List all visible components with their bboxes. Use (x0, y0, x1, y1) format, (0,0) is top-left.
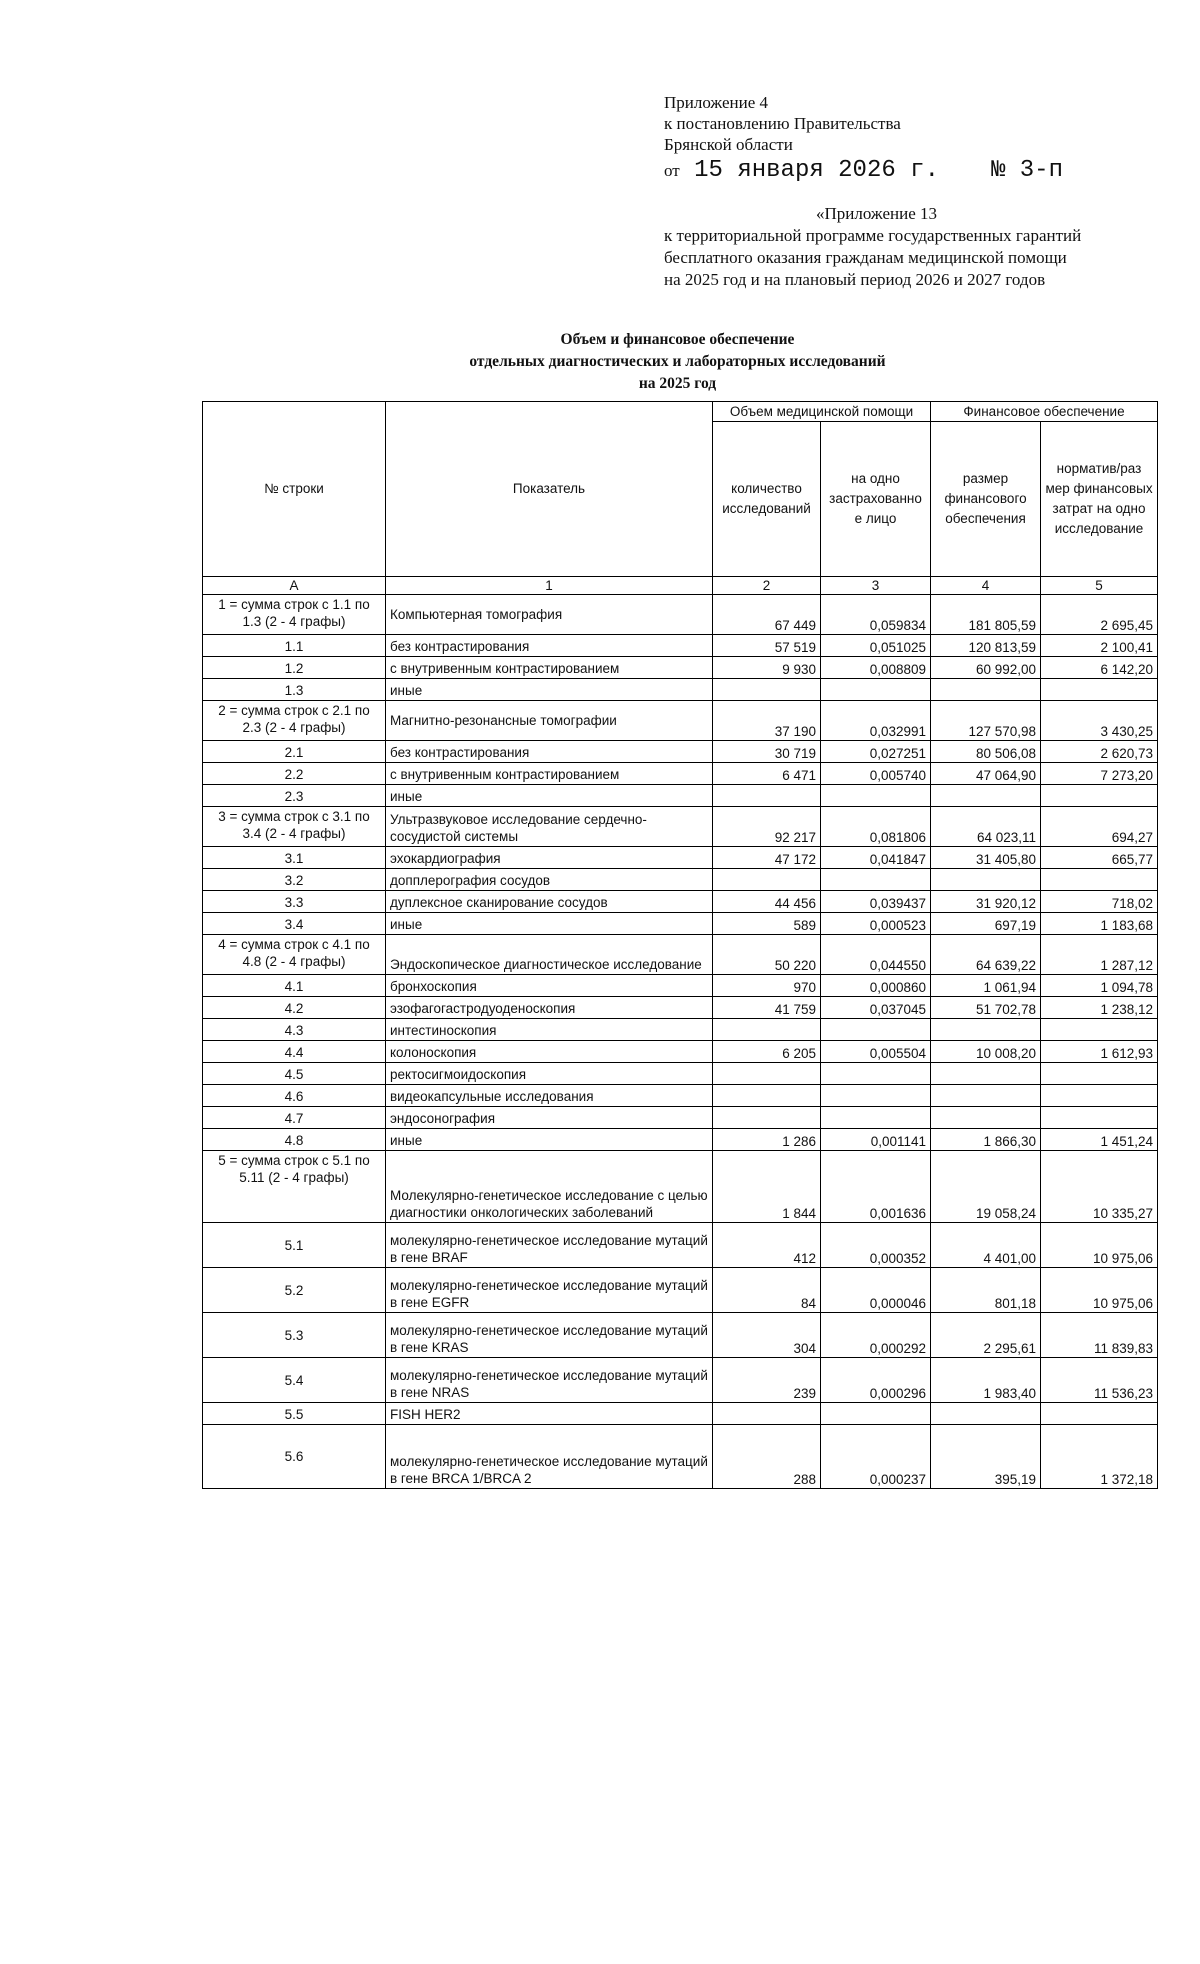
row-number-cell: 4 = сумма строк с 4.1 по 4.8 (2 - 4 графы) (203, 935, 386, 975)
norm-cell: 3 430,25 (1041, 701, 1158, 741)
indicator-cell: дуплексное сканирование сосудов (386, 891, 713, 913)
row-number-cell: 1.2 (203, 657, 386, 679)
count-cell: 50 220 (713, 935, 821, 975)
table-row (203, 997, 1158, 1019)
indicator-cell: Ультразвуковое исследование сердечно-сосудистой системы (386, 807, 713, 847)
finance-amount-cell: 47 064,90 (931, 763, 1041, 785)
row-number-cell: 1.3 (203, 679, 386, 701)
count-cell: 47 172 (713, 847, 821, 869)
indicator-cell: видеокапсульные исследования (386, 1085, 713, 1107)
norm-cell: 10 335,27 (1041, 1151, 1158, 1223)
per-insured-cell: 0,044550 (821, 935, 931, 975)
table-row (203, 1019, 1158, 1041)
indicator-cell: иные (386, 913, 713, 935)
table-row (203, 1358, 1158, 1403)
indicator-cell: эхокардиография (386, 847, 713, 869)
norm-cell (1041, 1107, 1158, 1129)
indicator-cell: молекулярно-генетическое исследование мутаций в гене EGFR (386, 1268, 713, 1313)
norm-cell: 11 536,23 (1041, 1358, 1158, 1403)
finance-amount-cell: 31 920,12 (931, 891, 1041, 913)
norm-cell (1041, 679, 1158, 701)
header-line: Брянской области (664, 135, 793, 154)
finance-amount-cell (931, 1403, 1041, 1425)
per-insured-cell: 0,000860 (821, 975, 931, 997)
table-row (203, 1063, 1158, 1085)
row-number-cell: 5.4 (203, 1358, 386, 1403)
count-cell (713, 1107, 821, 1129)
norm-cell: 11 839,83 (1041, 1313, 1158, 1358)
resolution-header (664, 92, 1063, 187)
indicator-cell: допплерография сосудов (386, 869, 713, 891)
column-number: 5 (1041, 577, 1158, 595)
column-number: 4 (931, 577, 1041, 595)
row-number-cell: 1.1 (203, 635, 386, 657)
per-insured-cell: 0,039437 (821, 891, 931, 913)
table-row (203, 1268, 1158, 1313)
indicator-cell: колоноскопия (386, 1041, 713, 1063)
table-row (203, 763, 1158, 785)
per-insured-cell (821, 785, 931, 807)
table-row (203, 891, 1158, 913)
norm-cell: 1 451,24 (1041, 1129, 1158, 1151)
table-row (203, 741, 1158, 763)
appendix-line: бесплатного оказания гражданам медицинской помощи (664, 248, 1067, 267)
col-header-row-number: № строки (203, 402, 386, 577)
count-cell: 1 844 (713, 1151, 821, 1223)
resolution-number: № 3-п (990, 157, 1063, 184)
indicator-cell: эзофагогастродуоденоскопия (386, 997, 713, 1019)
count-cell: 412 (713, 1223, 821, 1268)
per-insured-cell: 0,000523 (821, 913, 931, 935)
count-cell (713, 785, 821, 807)
norm-cell: 2 100,41 (1041, 635, 1158, 657)
per-insured-cell: 0,051025 (821, 635, 931, 657)
per-insured-cell: 0,032991 (821, 701, 931, 741)
indicator-cell: Эндоскопическое диагностическое исследование (386, 935, 713, 975)
date-line (664, 155, 1063, 187)
row-number-cell: 5.1 (203, 1223, 386, 1268)
diagnostics-table (202, 401, 1158, 1489)
per-insured-cell: 0,001636 (821, 1151, 931, 1223)
table-row (203, 1223, 1158, 1268)
indicator-cell: Молекулярно-генетическое исследование с целью диагностики онкологических заболеваний (386, 1151, 713, 1223)
count-cell: 1 286 (713, 1129, 821, 1151)
row-number-cell: 5.3 (203, 1313, 386, 1358)
table-row (203, 869, 1158, 891)
finance-amount-cell (931, 1107, 1041, 1129)
col-header-count: количество исследований (713, 422, 821, 577)
table-row (203, 1425, 1158, 1489)
norm-cell: 10 975,06 (1041, 1223, 1158, 1268)
group-header-volume: Объем медицинской помощи (713, 402, 931, 422)
table-row (203, 975, 1158, 997)
count-cell: 6 205 (713, 1041, 821, 1063)
count-cell (713, 1085, 821, 1107)
table-row (203, 1403, 1158, 1425)
finance-amount-cell (931, 1085, 1041, 1107)
finance-amount-cell: 60 992,00 (931, 657, 1041, 679)
document-title (200, 329, 1155, 395)
appendix-line: на 2025 год и на плановый период 2026 и 2027 годов (664, 270, 1046, 289)
table-row (203, 913, 1158, 935)
indicator-cell: молекулярно-генетическое исследование мутаций в гене KRAS (386, 1313, 713, 1358)
per-insured-cell: 0,000292 (821, 1313, 931, 1358)
indicator-cell: без контрастирования (386, 741, 713, 763)
norm-cell: 1 094,78 (1041, 975, 1158, 997)
count-cell: 67 449 (713, 595, 821, 635)
table-row (203, 1107, 1158, 1129)
count-cell: 239 (713, 1358, 821, 1403)
per-insured-cell: 0,000352 (821, 1223, 931, 1268)
indicator-cell: Компьютерная томография (386, 595, 713, 635)
finance-amount-cell: 80 506,08 (931, 741, 1041, 763)
indicator-cell: иные (386, 679, 713, 701)
per-insured-cell (821, 1085, 931, 1107)
indicator-cell: иные (386, 1129, 713, 1151)
column-number: 1 (386, 577, 713, 595)
table-row (203, 847, 1158, 869)
per-insured-cell (821, 1403, 931, 1425)
finance-amount-cell (931, 869, 1041, 891)
finance-amount-cell: 4 401,00 (931, 1223, 1041, 1268)
count-cell: 30 719 (713, 741, 821, 763)
norm-cell: 665,77 (1041, 847, 1158, 869)
table-row (203, 1085, 1158, 1107)
row-number-cell: 4.2 (203, 997, 386, 1019)
finance-amount-cell: 395,19 (931, 1425, 1041, 1489)
col-header-finance-amount: размер финансового обеспечения (931, 422, 1041, 577)
per-insured-cell: 0,001141 (821, 1129, 931, 1151)
per-insured-cell: 0,059834 (821, 595, 931, 635)
per-insured-cell: 0,041847 (821, 847, 931, 869)
row-number-cell: 5.5 (203, 1403, 386, 1425)
appendix-line: «Приложение 13 (816, 204, 937, 223)
count-cell: 970 (713, 975, 821, 997)
row-number-cell: 2.1 (203, 741, 386, 763)
finance-amount-cell: 64 023,11 (931, 807, 1041, 847)
row-number-cell: 3.2 (203, 869, 386, 891)
norm-cell (1041, 785, 1158, 807)
table-row (203, 657, 1158, 679)
indicator-cell: молекулярно-генетическое исследование мутаций в гене BRAF (386, 1223, 713, 1268)
indicator-cell: эндосонография (386, 1107, 713, 1129)
norm-cell (1041, 1019, 1158, 1041)
title-line: отдельных диагностических и лабораторных исследований (469, 353, 886, 370)
row-number-cell: 5.6 (203, 1425, 386, 1489)
finance-amount-cell (931, 1019, 1041, 1041)
norm-cell: 694,27 (1041, 807, 1158, 847)
per-insured-cell: 0,000296 (821, 1358, 931, 1403)
table-row (203, 1151, 1158, 1223)
indicator-cell: с внутривенным контрастированием (386, 657, 713, 679)
finance-amount-cell: 697,19 (931, 913, 1041, 935)
count-cell (713, 1063, 821, 1085)
norm-cell: 1 612,93 (1041, 1041, 1158, 1063)
row-number-cell: 4.5 (203, 1063, 386, 1085)
norm-cell: 1 287,12 (1041, 935, 1158, 975)
table-row (203, 679, 1158, 701)
finance-amount-cell: 51 702,78 (931, 997, 1041, 1019)
finance-amount-cell: 1 866,30 (931, 1129, 1041, 1151)
indicator-cell: иные (386, 785, 713, 807)
title-line: на 2025 год (638, 375, 717, 392)
per-insured-cell (821, 1107, 931, 1129)
indicator-cell: бронхоскопия (386, 975, 713, 997)
count-cell (713, 1403, 821, 1425)
per-insured-cell (821, 1019, 931, 1041)
finance-amount-cell: 1 061,94 (931, 975, 1041, 997)
row-number-cell: 4.7 (203, 1107, 386, 1129)
table-body (203, 595, 1158, 1489)
col-header-indicator: Показатель (386, 402, 713, 577)
col-header-norm: норматив/раз мер финансовых затрат на одно исследование (1041, 422, 1158, 577)
finance-amount-cell (931, 785, 1041, 807)
header-line: к постановлению Правительства (664, 114, 901, 133)
row-number-cell: 2.3 (203, 785, 386, 807)
table-row (203, 635, 1158, 657)
norm-cell: 718,02 (1041, 891, 1158, 913)
row-number-cell: 3.3 (203, 891, 386, 913)
finance-amount-cell: 64 639,22 (931, 935, 1041, 975)
norm-cell: 1 372,18 (1041, 1425, 1158, 1489)
resolution-date: 15 января 2026 г. (694, 157, 939, 184)
group-header-finance: Финансовое обеспечение (931, 402, 1158, 422)
norm-cell: 1 238,12 (1041, 997, 1158, 1019)
table-row (203, 701, 1158, 741)
norm-cell: 6 142,20 (1041, 657, 1158, 679)
indicator-cell: молекулярно-генетическое исследование мутаций в гене BRCA 1/BRCA 2 (386, 1425, 713, 1489)
appendix-line: к территориальной программе государственных гарантий (664, 226, 1082, 245)
count-cell: 37 190 (713, 701, 821, 741)
count-cell: 41 759 (713, 997, 821, 1019)
row-number-cell: 4.1 (203, 975, 386, 997)
per-insured-cell: 0,081806 (821, 807, 931, 847)
indicator-cell: FISH HER2 (386, 1403, 713, 1425)
per-insured-cell: 0,000237 (821, 1425, 931, 1489)
table-row (203, 935, 1158, 975)
finance-amount-cell: 10 008,20 (931, 1041, 1041, 1063)
norm-cell (1041, 869, 1158, 891)
finance-amount-cell (931, 679, 1041, 701)
row-number-cell: 4.3 (203, 1019, 386, 1041)
per-insured-cell: 0,005504 (821, 1041, 931, 1063)
table-row (203, 807, 1158, 847)
count-cell: 9 930 (713, 657, 821, 679)
indicator-cell: без контрастирования (386, 635, 713, 657)
indicator-cell: интестиноскопия (386, 1019, 713, 1041)
finance-amount-cell: 2 295,61 (931, 1313, 1041, 1358)
table-row (203, 785, 1158, 807)
per-insured-cell: 0,008809 (821, 657, 931, 679)
norm-cell: 2 620,73 (1041, 741, 1158, 763)
per-insured-cell (821, 679, 931, 701)
count-cell (713, 1019, 821, 1041)
count-cell: 304 (713, 1313, 821, 1358)
finance-amount-cell: 31 405,80 (931, 847, 1041, 869)
column-number: 2 (713, 577, 821, 595)
row-number-cell: 4.6 (203, 1085, 386, 1107)
row-number-cell: 1 = сумма строк с 1.1 по 1.3 (2 - 4 графы) (203, 595, 386, 635)
per-insured-cell: 0,000046 (821, 1268, 931, 1313)
table-row (203, 1041, 1158, 1063)
per-insured-cell: 0,027251 (821, 741, 931, 763)
count-cell (713, 869, 821, 891)
col-header-per-insured: на одно застрахованно е лицо (821, 422, 931, 577)
title-line: Объем и финансовое обеспечение (560, 331, 795, 348)
norm-cell (1041, 1403, 1158, 1425)
indicator-cell: с внутривенным контрастированием (386, 763, 713, 785)
indicator-cell: ректосигмоидоскопия (386, 1063, 713, 1085)
table-row (203, 595, 1158, 635)
norm-cell: 7 273,20 (1041, 763, 1158, 785)
date-prefix: от (664, 161, 680, 180)
indicator-cell: Магнитно-резонансные томографии (386, 701, 713, 741)
norm-cell (1041, 1085, 1158, 1107)
row-number-cell: 3.4 (203, 913, 386, 935)
count-cell: 44 456 (713, 891, 821, 913)
norm-cell (1041, 1063, 1158, 1085)
row-number-cell: 4.8 (203, 1129, 386, 1151)
table-row (203, 1129, 1158, 1151)
count-cell: 288 (713, 1425, 821, 1489)
per-insured-cell: 0,005740 (821, 763, 931, 785)
finance-amount-cell: 19 058,24 (931, 1151, 1041, 1223)
count-cell: 57 519 (713, 635, 821, 657)
norm-cell: 1 183,68 (1041, 913, 1158, 935)
row-number-cell: 5.2 (203, 1268, 386, 1313)
count-cell: 589 (713, 913, 821, 935)
per-insured-cell: 0,037045 (821, 997, 931, 1019)
finance-amount-cell (931, 1063, 1041, 1085)
finance-amount-cell: 801,18 (931, 1268, 1041, 1313)
finance-amount-cell: 120 813,59 (931, 635, 1041, 657)
per-insured-cell (821, 1063, 931, 1085)
count-cell: 92 217 (713, 807, 821, 847)
header-line: Приложение 4 (664, 93, 768, 112)
finance-amount-cell: 1 983,40 (931, 1358, 1041, 1403)
row-number-cell: 2.2 (203, 763, 386, 785)
norm-cell: 2 695,45 (1041, 595, 1158, 635)
table-row (203, 1313, 1158, 1358)
finance-amount-cell: 181 805,59 (931, 595, 1041, 635)
row-number-cell: 4.4 (203, 1041, 386, 1063)
row-number-cell: 5 = сумма строк с 5.1 по 5.11 (2 - 4 графы) (203, 1151, 386, 1223)
count-cell (713, 679, 821, 701)
column-number: А (203, 577, 386, 595)
column-number: 3 (821, 577, 931, 595)
indicator-cell: молекулярно-генетическое исследование мутаций в гене NRAS (386, 1358, 713, 1403)
row-number-cell: 3.1 (203, 847, 386, 869)
appendix-13-caption (664, 203, 1081, 291)
count-cell: 84 (713, 1268, 821, 1313)
row-number-cell: 3 = сумма строк с 3.1 по 3.4 (2 - 4 графы) (203, 807, 386, 847)
norm-cell: 10 975,06 (1041, 1268, 1158, 1313)
per-insured-cell (821, 869, 931, 891)
finance-amount-cell: 127 570,98 (931, 701, 1041, 741)
count-cell: 6 471 (713, 763, 821, 785)
row-number-cell: 2 = сумма строк с 2.1 по 2.3 (2 - 4 графы) (203, 701, 386, 741)
